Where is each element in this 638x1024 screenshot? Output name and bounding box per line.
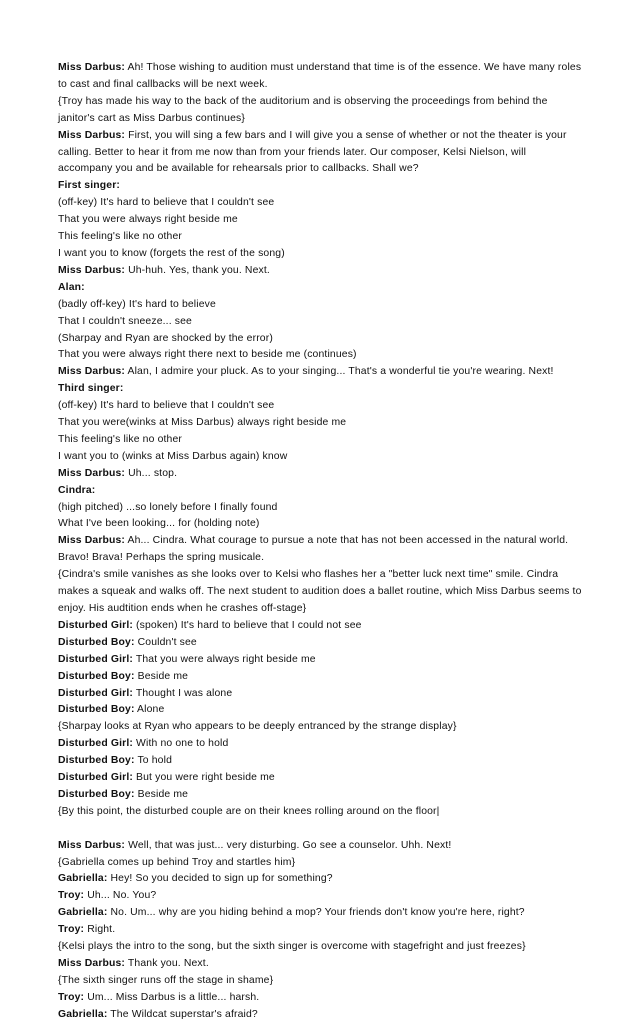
dialogue-line [58,956,583,973]
line-text: Alan, I admire your pluck. As to your singing... That's a wonderful tie you're wearing. Next! [127,366,554,378]
script-text [58,60,583,1024]
speaker-name: Disturbed Girl: [58,772,133,784]
speaker-name: Disturbed Boy: [58,636,135,648]
line-text: {By this point, the disturbed couple are on their knees rolling around on the floor| [58,805,440,817]
dialogue-line [58,686,583,703]
lyric-line [58,229,583,246]
line-text: {Gabriella comes up behind Troy and startles him} [58,856,296,868]
lyric-line [58,314,583,331]
speaker-name: Gabriella: [58,873,108,885]
dialogue-line [58,60,583,94]
line-text: Uh... No. You? [87,890,157,902]
speaker-heading [58,483,583,500]
line-text: Right. [87,924,116,936]
dialogue-line [58,770,583,787]
line-text: Uh-huh. Yes, thank you. Next. [128,264,270,276]
line-text: (spoken) It's hard to believe that I could not see [136,619,362,631]
line-text: (badly off-key) It's hard to believe [58,298,216,310]
stage-direction [58,567,583,618]
speaker-name: Miss Darbus: [58,366,126,378]
dialogue-line [58,466,583,483]
line-text: That you were always right beside me [58,214,238,226]
lyric-line [58,432,583,449]
line-text: Uh... stop. [128,467,178,479]
dialogue-line [58,618,583,635]
dialogue-line [58,669,583,686]
line-text: Beside me [137,670,189,682]
speaker-name: First singer: [58,180,120,192]
dialogue-line [58,990,583,1007]
lyric-line [58,449,583,466]
speaker-heading [58,381,583,398]
speaker-name: Disturbed Girl: [58,687,133,699]
line-text: To hold [137,755,172,767]
line-text: {Sharpay looks at Ryan who appears to be deeply entranced by the strange display} [58,721,457,733]
speaker-name: Gabriella: [58,1008,108,1020]
line-text: This feeling's like no other [58,231,183,243]
speaker-name: Miss Darbus: [58,129,126,141]
line-text: Couldn't see [137,636,197,648]
lyric-line [58,516,583,533]
line-text: (off-key) It's hard to believe that I couldn't see [58,400,275,412]
line-text: That you were(winks at Miss Darbus) always right beside me [58,417,347,429]
line-text: {Cindra's smile vanishes as she looks over to Kelsi who flashes her a "better luck next time" smile. Cindra makes a squeak and walks off. The next student to audition does a ballet routine, which Miss Darbus seems to enjoy. His audtition ends when he crashes off-stage} [58,569,582,614]
lyric-line [58,195,583,212]
speaker-name: Miss Darbus: [58,62,126,73]
dialogue-line [58,652,583,669]
line-text: (Sharpay and Ryan are shocked by the error) [58,332,273,344]
lyric-line [58,246,583,263]
line-text: That you were always right beside me [135,653,316,665]
dialogue-line [58,364,583,381]
lyric-line [58,398,583,415]
line-text: {Kelsi plays the intro to the song, but the sixth singer is overcome with stagefright and just freezes} [58,941,526,953]
line-text: The Wildcat superstar's afraid? [110,1008,258,1020]
speaker-name: Disturbed Boy: [58,755,135,767]
speaker-name: Troy: [58,924,85,936]
speaker-name: Miss Darbus: [58,839,126,851]
speaker-name: Disturbed Boy: [58,704,135,716]
line-text: With no one to hold [136,738,229,750]
line-text: I want you to (winks at Miss Darbus again) know [58,450,288,462]
line-text: Um... Miss Darbus is a little... harsh. [87,991,260,1003]
line-text: {The sixth singer runs off the stage in shame} [58,974,274,986]
line-text: First, you will sing a few bars and I will give you a sense of whether or not the theater is your calling. Better to hear it from me now than from your friends later. Our composer, Kelsi Nielson, will accompany you and be available for rehearsals prior to callbacks. Shall we? [58,129,567,175]
speaker-name: Alan: [58,281,85,293]
dialogue-line [58,736,583,753]
dialogue-line [58,1007,583,1024]
line-text: (high pitched) ...so lonely before I finally found [58,501,278,513]
dialogue-line [58,871,583,888]
blank-line [58,821,583,838]
dialogue-line [58,128,583,179]
line-text: But you were right beside me [136,772,275,784]
line-text: Ah! Those wishing to audition must understand that time is of the essence. We have many roles to cast and final callbacks will be next week. [58,62,582,90]
stage-direction [58,973,583,990]
line-text: Well, that was just... very disturbing. Go see a counselor. Uhh. Next! [128,839,452,851]
stage-direction [58,804,583,821]
speaker-name: Third singer: [58,383,124,395]
dialogue-line [58,888,583,905]
speaker-name: Gabriella: [58,907,108,919]
stage-direction [58,855,583,872]
lyric-line [58,500,583,517]
speaker-heading [58,178,583,195]
line-text: Ah... Cindra. What courage to pursue a note that has not been accessed in the natural world. Bravo! Brava! Perhaps the spring musicale. [58,535,569,564]
dialogue-line [58,838,583,855]
lyric-line [58,297,583,314]
line-text: This feeling's like no other [58,433,183,445]
speaker-name: Miss Darbus: [58,264,126,276]
lyric-line [58,331,583,348]
lyric-line [58,347,583,364]
lyric-line [58,415,583,432]
speaker-name: Disturbed Girl: [58,738,133,750]
line-text: Beside me [137,788,189,800]
lyric-line [58,212,583,229]
speaker-name: Miss Darbus: [58,467,126,479]
line-text: No. Um... why are you hiding behind a mop? Your friends don't know you're here, right? [110,907,525,919]
speaker-name: Cindra: [58,484,96,496]
speaker-name: Troy: [58,991,85,1003]
speaker-name: Disturbed Boy: [58,670,135,682]
dialogue-line [58,905,583,922]
speaker-name: Troy: [58,890,85,902]
stage-direction [58,939,583,956]
speaker-name: Disturbed Girl: [58,653,133,665]
dialogue-line [58,922,583,939]
line-text: What I've been looking... for (holding note) [58,518,260,530]
dialogue-line [58,702,583,719]
line-text: (off-key) It's hard to believe that I couldn't see [58,197,275,209]
speaker-heading [58,280,583,297]
dialogue-line [58,787,583,804]
line-text: Thought I was alone [135,687,233,699]
line-text: Hey! So you decided to sign up for something? [110,873,333,885]
line-text: Alone [137,704,165,716]
line-text: That you were always right there next to beside me (continues) [58,349,357,361]
dialogue-line [58,635,583,652]
stage-direction [58,94,583,128]
dialogue-line [58,753,583,770]
speaker-name: Miss Darbus: [58,535,126,547]
line-text: Thank you. Next. [127,958,209,970]
dialogue-line [58,533,583,567]
speaker-name: Disturbed Girl: [58,619,133,631]
line-text: I want you to know (forgets the rest of the song) [58,247,285,259]
stage-direction [58,719,583,736]
dialogue-line [58,263,583,280]
line-text: That I couldn't sneeze... see [58,315,192,327]
speaker-name: Disturbed Boy: [58,788,135,800]
speaker-name: Miss Darbus: [58,958,126,970]
line-text: {Troy has made his way to the back of the auditorium and is observing the proceedings from behind the janitor's cart as Miss Darbus continues} [58,95,548,124]
